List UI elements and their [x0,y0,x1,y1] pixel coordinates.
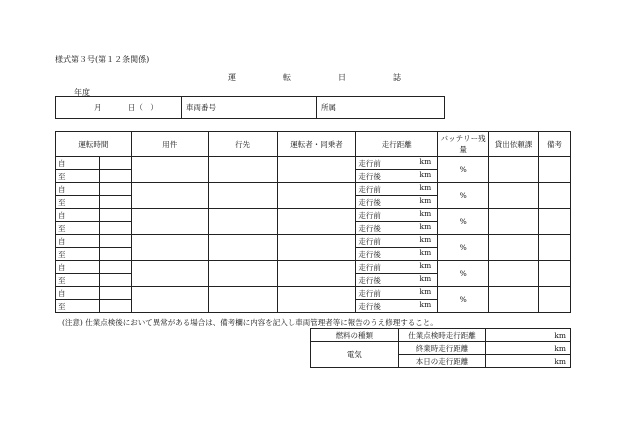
log-entry-row [56,157,571,170]
to-label: 至 [56,196,100,209]
to-label: 至 [56,222,100,235]
destination-field[interactable] [208,183,277,209]
from-label: 自 [56,209,100,222]
from-label: 自 [56,261,100,274]
odometer-before-field[interactable] [356,209,438,222]
start-time-field[interactable] [99,235,131,248]
fuel-row-label: 本日の走行距離 [398,355,486,368]
from-label: 自 [56,287,100,300]
remarks-field[interactable] [538,157,570,183]
km-unit: km [419,274,432,283]
remarks-field[interactable] [538,209,570,235]
odometer-after-field[interactable] [356,170,438,183]
purpose-field[interactable] [131,235,208,261]
before-label: 走行前 [358,288,381,298]
km-unit: km [419,248,432,257]
driver-field[interactable] [277,209,356,235]
remarks-field[interactable] [538,183,570,209]
header-table [55,96,445,119]
after-label: 走行後 [358,275,381,285]
fuel-row-value[interactable]: km [486,329,571,342]
fuel-row-label: 終業時走行距離 [398,342,486,355]
before-label: 走行前 [358,184,381,194]
remarks-field[interactable] [538,287,570,313]
fuel-row-label: 仕業点検時走行距離 [398,329,486,342]
requesting-dept-field[interactable] [489,261,539,287]
battery-field[interactable] [438,235,489,261]
to-label: 至 [56,248,100,261]
requesting-dept-field[interactable] [489,235,539,261]
before-label: 走行前 [358,158,381,168]
end-time-field[interactable] [99,248,131,261]
km-unit: km [419,157,432,166]
log-entry-row [56,183,571,196]
requesting-dept-field[interactable] [489,157,539,183]
from-label: 自 [56,235,100,248]
km-unit: km [419,183,432,192]
to-label: 至 [56,300,100,313]
col-destination: 行先 [208,132,277,157]
log-header-row [56,132,571,157]
start-time-field[interactable] [99,209,131,222]
after-label: 走行後 [358,197,381,207]
km-unit: km [419,300,432,309]
battery-field[interactable] [438,261,489,287]
col-driver: 運転者・同乗者 [277,132,356,157]
purpose-field[interactable] [131,183,208,209]
percent-unit: % [459,217,467,226]
start-time-field[interactable] [99,183,131,196]
odometer-before-field[interactable] [356,157,438,170]
from-label: 自 [56,183,100,196]
after-label: 走行後 [358,223,381,233]
km-unit: km [419,170,432,179]
remarks-field[interactable] [538,261,570,287]
affiliation-field[interactable] [317,97,445,119]
fiscal-year-label: 年度 [74,88,90,97]
col-requesting-dept: 貸出依頼課 [489,132,539,157]
odometer-before-field[interactable] [356,183,438,196]
destination-field[interactable] [208,235,277,261]
destination-field[interactable] [208,261,277,287]
purpose-field[interactable] [131,209,208,235]
col-remarks: 備考 [538,132,570,157]
odometer-after-field[interactable] [356,300,438,313]
km-unit: km [419,235,432,244]
before-label: 走行前 [358,210,381,220]
km-unit: km [419,287,432,296]
km-unit: km [419,222,432,231]
after-label: 走行後 [358,301,381,311]
driver-field[interactable] [277,183,356,209]
month-label: 月 [94,103,102,112]
percent-unit: % [459,165,467,174]
before-label: 走行前 [358,262,381,272]
vehicle-number-label: 車両番号 [186,103,216,112]
start-time-field[interactable] [99,287,131,300]
end-time-field[interactable] [99,300,131,313]
odometer-before-field[interactable] [356,235,438,248]
odometer-before-field[interactable] [356,261,438,274]
purpose-field[interactable] [131,157,208,183]
percent-unit: % [459,243,467,252]
log-entry-row [56,235,571,248]
start-time-field[interactable] [99,261,131,274]
end-time-field[interactable] [99,274,131,287]
odometer-before-field[interactable] [356,287,438,300]
odometer-after-field[interactable] [356,248,438,261]
title-char-3: 日 [338,73,346,82]
col-purpose: 用件 [131,132,208,157]
odometer-after-field[interactable] [356,274,438,287]
form-number: 様式第３号(第１２条関係) [55,55,150,64]
battery-field[interactable] [438,157,489,183]
end-time-field[interactable] [99,170,131,183]
title-char-2: 転 [283,73,291,82]
fuel-type-value: 電気 [311,342,399,368]
fuel-row-value[interactable]: km [486,342,571,355]
col-driving-time: 運転時間 [56,132,132,157]
day-label: 日（ ） [127,103,158,112]
percent-unit: % [459,191,467,200]
requesting-dept-field[interactable] [489,183,539,209]
end-time-field[interactable] [99,196,131,209]
driver-field[interactable] [277,157,356,183]
driver-field[interactable] [277,261,356,287]
affiliation-label: 所属 [321,103,336,112]
requesting-dept-field[interactable] [489,209,539,235]
fuel-table [310,328,571,368]
caution-note: (注意) 仕業点検後において異常がある場合は、備考欄に内容を記入し車両管理者等に報告のうえ修理すること。 [62,318,438,327]
date-field[interactable] [56,97,182,119]
from-label: 自 [56,157,100,170]
odometer-after-field[interactable] [356,222,438,235]
after-label: 走行後 [358,171,381,181]
driver-field[interactable] [277,235,356,261]
to-label: 至 [56,274,100,287]
vehicle-number-field[interactable] [182,97,317,119]
title-char-4: 誌 [393,73,401,82]
odometer-after-field[interactable] [356,196,438,209]
after-label: 走行後 [358,249,381,259]
log-entry-row [56,209,571,222]
km-unit: km [419,209,432,218]
destination-field[interactable] [208,209,277,235]
driver-field[interactable] [277,287,356,313]
col-distance: 走行距離 [356,132,438,157]
battery-field[interactable] [438,183,489,209]
purpose-field[interactable] [131,261,208,287]
requesting-dept-field[interactable] [489,287,539,313]
driving-log-table [55,131,571,313]
remarks-field[interactable] [538,235,570,261]
fuel-row-value[interactable]: km [486,355,571,368]
before-label: 走行前 [358,236,381,246]
km-unit: km [419,261,432,270]
destination-field[interactable] [208,287,277,313]
log-entry-row [56,287,571,300]
start-time-field[interactable] [99,157,131,170]
battery-field[interactable] [438,287,489,313]
col-battery: バッテリー残量 [438,132,489,157]
to-label: 至 [56,170,100,183]
fuel-type-label: 燃料の種類 [311,329,399,342]
km-unit: km [419,196,432,205]
destination-field[interactable] [208,157,277,183]
percent-unit: % [459,295,467,304]
percent-unit: % [459,269,467,278]
purpose-field[interactable] [131,287,208,313]
log-entry-row [56,261,571,274]
battery-field[interactable] [438,209,489,235]
end-time-field[interactable] [99,222,131,235]
title-char-1: 運 [228,73,236,82]
